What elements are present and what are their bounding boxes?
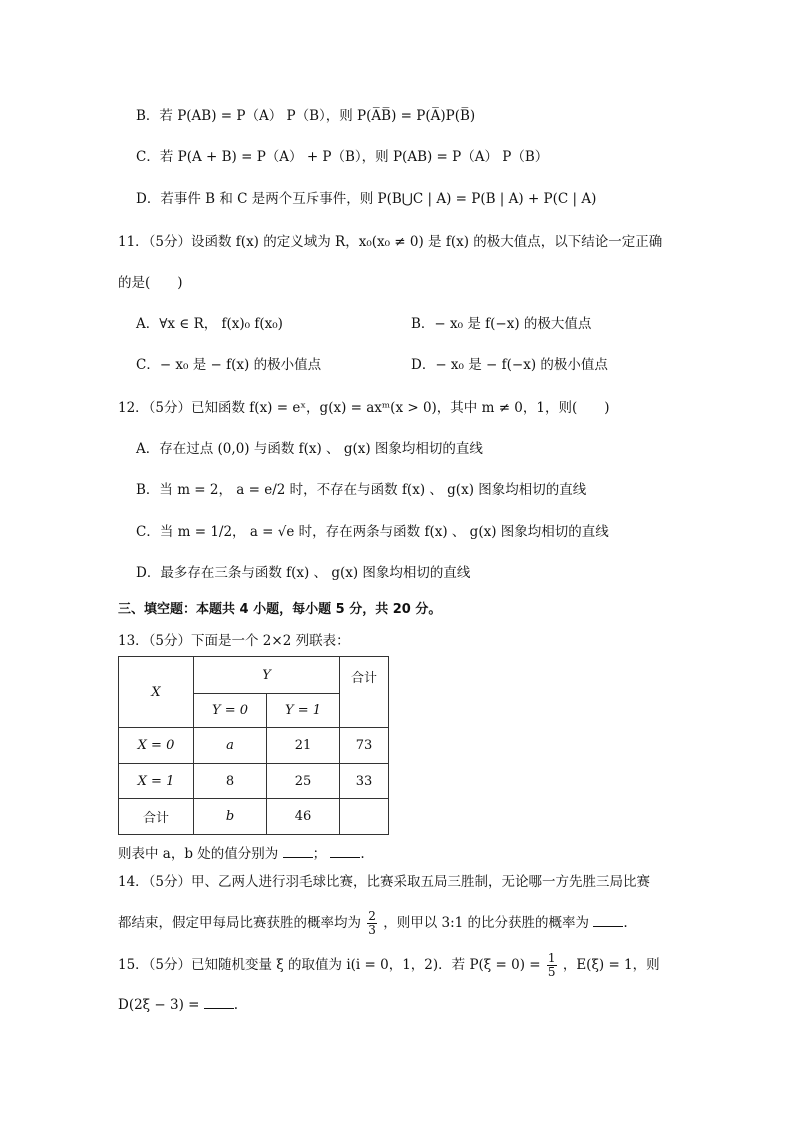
row-label: 合计 <box>119 799 194 835</box>
cell: 21 <box>267 728 340 764</box>
q14-stem-line1: 14．（5分）甲、乙两人进行羽毛球比赛，比赛采取五局三胜制，无论哪一方先胜三局比赛 <box>118 874 651 890</box>
fraction: $\frac{1}{5}$ <box>547 951 556 979</box>
q15-stem-line1: 15．（5分）已知随机变量 ξ 的取值为 i(i = 0，1，2)．若 P(ξ = 0) = $\frac{1}{5}$ ，E(ξ) = 1，则 <box>118 951 660 979</box>
cell: 8 <box>194 764 267 799</box>
cell-b: b <box>194 799 267 835</box>
table-row <box>119 764 389 799</box>
q11-option-a: A．∀x ∈ R， f(x)₀ f(x₀) <box>136 316 283 332</box>
table-row <box>119 728 389 764</box>
fraction: $\frac{2}{3}$ <box>368 909 376 937</box>
cell-a: a <box>194 728 267 764</box>
q11-stem-line2: 的是( ) <box>118 275 183 291</box>
table-header-y1: Y = 1 <box>267 694 340 728</box>
contingency-table <box>118 656 389 835</box>
q15-stem-line2: D(2ξ − 3) = . <box>118 994 238 1015</box>
table-header-y: Y <box>194 657 340 694</box>
q11-option-b: B．− x₀ 是 f(−x) 的极大值点 <box>411 316 592 332</box>
q10-option-c: C．若 P(A + B) = P（A） + P（B），则 P(AB) = P（A） P（B） <box>136 149 549 165</box>
section-heading-fill-in: 三、填空题：本题共 4 小题，每小题 5 分，共 20 分。 <box>118 602 442 617</box>
q11-stem-line1: 11．（5分）设函数 f(x) 的定义域为 R，x₀(x₀ ≠ 0) 是 f(x) 的极大值点，以下结论一定正确 <box>118 234 663 250</box>
cell <box>340 799 389 835</box>
q10-option-d: D．若事件 B 和 C 是两个互斥事件，则 P(B⋃C | A) = P(B | A) + P(C | A) <box>136 191 597 207</box>
table-row <box>119 799 389 835</box>
q13-answer-line: 则表中 a，b 处的值分别为 ； . <box>118 843 365 864</box>
cell: 33 <box>340 764 389 799</box>
table-header-x: X <box>119 657 194 728</box>
q12-option-a: A．存在过点 (0,0) 与函数 f(x) 、 g(x) 图象均相切的直线 <box>136 441 483 457</box>
table-header-total: 合计 <box>340 657 389 728</box>
q12-option-b: B．当 m = 2， a = e/2 时，不存在与函数 f(x) 、 g(x) 图象均相切的直线 <box>136 482 587 498</box>
answer-blank[interactable] <box>283 843 313 858</box>
cell: 46 <box>267 799 340 835</box>
q13-stem: 13．（5分）下面是一个 2×2 列联表： <box>118 633 350 649</box>
answer-blank[interactable] <box>593 912 623 927</box>
q14-stem-line2: 都结束，假定甲每局比赛获胜的概率均为 $\frac{2}{3}$ ，则甲以 3:1 的比分获胜的概率为 . <box>118 909 628 937</box>
answer-blank[interactable] <box>330 843 360 858</box>
q11-option-d: D．− x₀ 是 − f(−x) 的极小值点 <box>411 357 608 373</box>
q12-option-c: C．当 m = 1/2， a = √e 时，存在两条与函数 f(x) 、 g(x) 图象均相切的直线 <box>136 524 609 540</box>
cell: 73 <box>340 728 389 764</box>
answer-blank[interactable] <box>204 994 234 1009</box>
row-label: X = 1 <box>119 764 194 799</box>
q11-option-c: C．− x₀ 是 − f(x) 的极小值点 <box>136 357 322 373</box>
table-header-y0: Y = 0 <box>194 694 267 728</box>
q12-option-d: D．最多存在三条与函数 f(x) 、 g(x) 图象均相切的直线 <box>136 565 471 581</box>
q10-option-b: B．若 P(AB) = P（A） P（B），则 P(A̅B̅) = P(A̅)P(B̅) <box>136 108 476 124</box>
q12-stem: 12．（5分）已知函数 f(x) = eˣ，g(x) = axᵐ(x > 0)，其中 m ≠ 0，1，则( ) <box>118 400 610 416</box>
cell: 25 <box>267 764 340 799</box>
row-label: X = 0 <box>119 728 194 764</box>
